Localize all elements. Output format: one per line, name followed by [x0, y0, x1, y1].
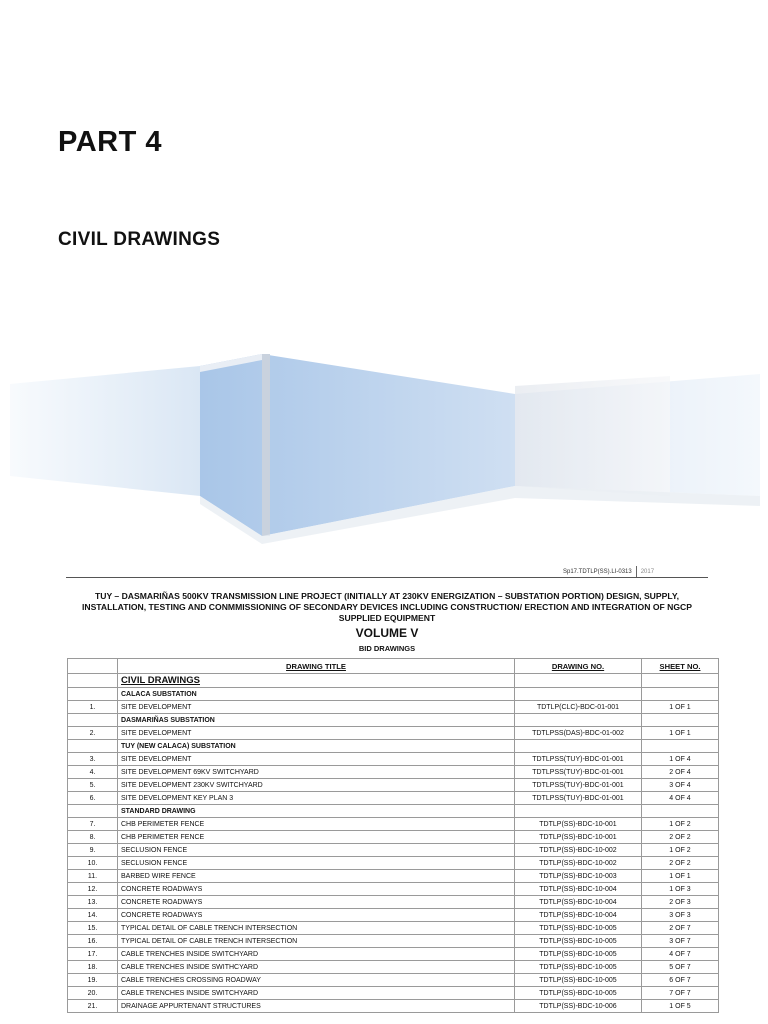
table-row — [68, 1000, 719, 1013]
row-title: SITE DEVELOPMENT — [118, 727, 515, 740]
row-sheet-no — [642, 740, 719, 753]
row-sheet-no: 2 OF 2 — [642, 857, 719, 870]
document-code-text: Sp17.TDTLP(SS).LI-0313 — [563, 568, 632, 575]
row-number: 18. — [68, 961, 118, 974]
row-title: TYPICAL DETAIL OF CABLE TRENCH INTERSECTION — [118, 935, 515, 948]
row-number — [68, 674, 118, 688]
row-drawing-no: TDTLPSS(TUY)-BDC-01-001 — [515, 753, 642, 766]
row-drawing-no: TDTLPSS(DAS)-BDC-01-002 — [515, 727, 642, 740]
row-number: 19. — [68, 974, 118, 987]
row-title: CABLE TRENCHES INSIDE SWITCHYARD — [118, 987, 515, 1000]
row-title: SECLUSION FENCE — [118, 844, 515, 857]
row-number: 16. — [68, 935, 118, 948]
row-title: DRAINAGE APPURTENANT STRUCTURES — [118, 1000, 515, 1013]
table-row — [68, 948, 719, 961]
row-number: 21. — [68, 1000, 118, 1013]
row-sheet-no: 1 OF 1 — [642, 870, 719, 883]
table-row — [68, 883, 719, 896]
row-sheet-no — [642, 674, 719, 688]
row-sheet-no: 1 OF 1 — [642, 727, 719, 740]
row-sheet-no: 1 OF 2 — [642, 818, 719, 831]
row-sheet-no: 4 OF 4 — [642, 792, 719, 805]
row-drawing-no: TDTLP(SS)-BDC-10-005 — [515, 961, 642, 974]
row-number — [68, 688, 118, 701]
row-number: 20. — [68, 987, 118, 1000]
row-number: 5. — [68, 779, 118, 792]
row-sheet-no: 2 OF 4 — [642, 766, 719, 779]
row-drawing-no: TDTLP(SS)-BDC-10-005 — [515, 948, 642, 961]
row-sheet-no: 3 OF 7 — [642, 935, 719, 948]
table-section-row — [68, 805, 719, 818]
row-title: TYPICAL DETAIL OF CABLE TRENCH INTERSECTION — [118, 922, 515, 935]
table-row — [68, 896, 719, 909]
row-title: STANDARD DRAWING — [118, 805, 515, 818]
row-sheet-no: 4 OF 7 — [642, 948, 719, 961]
row-sheet-no: 6 OF 7 — [642, 974, 719, 987]
table-row — [68, 987, 719, 1000]
row-sheet-no: 2 OF 7 — [642, 922, 719, 935]
row-title: CABLE TRENCHES INSIDE SWITCHYARD — [118, 948, 515, 961]
row-number: 13. — [68, 896, 118, 909]
row-sheet-no: 1 OF 3 — [642, 883, 719, 896]
row-sheet-no: 3 OF 4 — [642, 779, 719, 792]
row-number — [68, 740, 118, 753]
row-title: TUY (NEW CALACA) SUBSTATION — [118, 740, 515, 753]
drawings-table — [67, 658, 719, 1013]
row-title: CABLE TRENCHES INSIDE SWITHCYARD — [118, 961, 515, 974]
decorative-banner — [0, 346, 768, 546]
row-drawing-no: TDTLP(SS)-BDC-10-005 — [515, 935, 642, 948]
row-sheet-no: 2 OF 3 — [642, 896, 719, 909]
table-row — [68, 727, 719, 740]
row-title: CONCRETE ROADWAYS — [118, 883, 515, 896]
table-row — [68, 857, 719, 870]
row-drawing-no — [515, 805, 642, 818]
row-number: 10. — [68, 857, 118, 870]
header-drawing-no: DRAWING NO. — [515, 659, 642, 674]
row-title: CHB PERIMETER FENCE — [118, 818, 515, 831]
table-row — [68, 831, 719, 844]
row-title: CALACA SUBSTATION — [118, 688, 515, 701]
row-sheet-no — [642, 688, 719, 701]
row-drawing-no: TDTLP(SS)-BDC-10-003 — [515, 870, 642, 883]
row-number: 2. — [68, 727, 118, 740]
table-row — [68, 922, 719, 935]
table-row — [68, 974, 719, 987]
row-drawing-no: TDTLP(SS)-BDC-10-002 — [515, 857, 642, 870]
row-title: BARBED WIRE FENCE — [118, 870, 515, 883]
row-sheet-no — [642, 805, 719, 818]
row-number — [68, 805, 118, 818]
row-sheet-no: 3 OF 3 — [642, 909, 719, 922]
row-title: SITE DEVELOPMENT KEY PLAN 3 — [118, 792, 515, 805]
part-title: PART 4 — [58, 126, 162, 158]
section-title: CIVIL DRAWINGS — [58, 229, 221, 250]
row-sheet-no: 1 OF 1 — [642, 701, 719, 714]
row-number: 12. — [68, 883, 118, 896]
header-drawing-title: DRAWING TITLE — [118, 659, 515, 674]
row-drawing-no — [515, 740, 642, 753]
row-drawing-no: TDTLP(SS)-BDC-10-004 — [515, 909, 642, 922]
row-drawing-no: TDTLP(SS)-BDC-10-001 — [515, 818, 642, 831]
table-row — [68, 909, 719, 922]
table-section-row — [68, 688, 719, 701]
row-number: 1. — [68, 701, 118, 714]
row-drawing-no — [515, 674, 642, 688]
row-sheet-no: 1 OF 5 — [642, 1000, 719, 1013]
row-sheet-no: 7 OF 7 — [642, 987, 719, 1000]
row-sheet-no: 1 OF 4 — [642, 753, 719, 766]
table-row — [68, 935, 719, 948]
row-title: CONCRETE ROADWAYS — [118, 909, 515, 922]
row-drawing-no: TDTLP(SS)-BDC-10-001 — [515, 831, 642, 844]
table-row — [68, 818, 719, 831]
row-sheet-no: 5 OF 7 — [642, 961, 719, 974]
row-drawing-no: TDTLP(SS)-BDC-10-005 — [515, 987, 642, 1000]
table-row — [68, 701, 719, 714]
row-number: 6. — [68, 792, 118, 805]
table-section-row — [68, 714, 719, 727]
row-title: DASMARIÑAS SUBSTATION — [118, 714, 515, 727]
row-sheet-no — [642, 714, 719, 727]
row-drawing-no: TDTLPSS(TUY)-BDC-01-001 — [515, 792, 642, 805]
row-number: 9. — [68, 844, 118, 857]
separator — [636, 566, 637, 577]
header-rule — [66, 577, 708, 578]
row-number: 11. — [68, 870, 118, 883]
row-drawing-no: TDTLP(CLC)-BDC-01-001 — [515, 701, 642, 714]
table-row — [68, 779, 719, 792]
row-title: CONCRETE ROADWAYS — [118, 896, 515, 909]
row-drawing-no: TDTLP(SS)-BDC-10-005 — [515, 922, 642, 935]
table-row — [68, 792, 719, 805]
table-row — [68, 870, 719, 883]
row-drawing-no: TDTLP(SS)-BDC-10-005 — [515, 974, 642, 987]
row-title: CABLE TRENCHES CROSSING ROADWAY — [118, 974, 515, 987]
table-row — [68, 844, 719, 857]
row-number: 7. — [68, 818, 118, 831]
table-section-row — [68, 674, 719, 688]
row-number: 3. — [68, 753, 118, 766]
row-drawing-no: TDTLP(SS)-BDC-10-002 — [515, 844, 642, 857]
row-title: SITE DEVELOPMENT 69KV SWITCHYARD — [118, 766, 515, 779]
project-title: TUY – DASMARIÑAS 500KV TRANSMISSION LINE PROJECT (INITIALLY AT 230KV ENERGIZATION – SUBSTATION PORTION) DESIGN, SUPPLY, INSTALLATION, TESTING AND CONMMISSIONING OF SECONDARY DEVICES INCLUDING CONSTRUCTION/ ERECTION AND INTEGRATION OF NGCP SUPPLIED EQUIPMENT — [81, 591, 692, 623]
row-title: SITE DEVELOPMENT — [118, 701, 515, 714]
table-row — [68, 961, 719, 974]
row-drawing-no — [515, 714, 642, 727]
header-sheet-no: SHEET NO. — [642, 659, 719, 674]
volume-title: VOLUME V — [355, 626, 419, 640]
row-sheet-no: 2 OF 2 — [642, 831, 719, 844]
table-row — [68, 753, 719, 766]
row-drawing-no: TDTLPSS(TUY)-BDC-01-001 — [515, 779, 642, 792]
row-title: CIVIL DRAWINGS — [118, 674, 515, 688]
row-number: 15. — [68, 922, 118, 935]
bid-drawings-subtitle: BID DRAWINGS — [358, 644, 416, 653]
row-drawing-no: TDTLP(SS)-BDC-10-006 — [515, 1000, 642, 1013]
row-number: 17. — [68, 948, 118, 961]
row-title: SITE DEVELOPMENT — [118, 753, 515, 766]
table-section-row — [68, 740, 719, 753]
document-code — [563, 566, 654, 577]
row-drawing-no: TDTLP(SS)-BDC-10-004 — [515, 896, 642, 909]
row-number: 4. — [68, 766, 118, 779]
document-year: 2017 — [640, 568, 655, 575]
row-drawing-no: TDTLPSS(TUY)-BDC-01-001 — [515, 766, 642, 779]
row-title: CHB PERIMETER FENCE — [118, 831, 515, 844]
row-title: SITE DEVELOPMENT 230KV SWITCHYARD — [118, 779, 515, 792]
row-drawing-no — [515, 688, 642, 701]
row-number: 14. — [68, 909, 118, 922]
row-drawing-no: TDTLP(SS)-BDC-10-004 — [515, 883, 642, 896]
row-number: 8. — [68, 831, 118, 844]
table-header-row — [68, 659, 719, 674]
row-sheet-no: 1 OF 2 — [642, 844, 719, 857]
header-number — [68, 659, 118, 674]
table-row — [68, 766, 719, 779]
row-title: SECLUSION FENCE — [118, 857, 515, 870]
row-number — [68, 714, 118, 727]
